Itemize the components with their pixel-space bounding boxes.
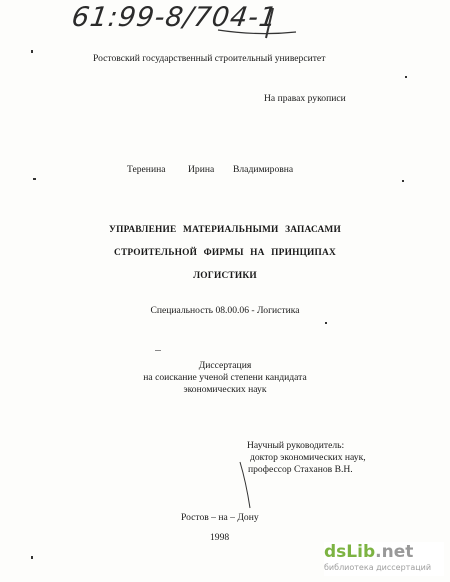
city: Ростов – на – Дону <box>181 512 259 523</box>
logo-lib: Lib <box>346 542 376 562</box>
title-line-1: УПРАВЛЕНИЕ МАТЕРИАЛЬНЫМИ ЗАПАСАМИ <box>109 225 341 235</box>
watermark-caption: библиотека диссертаций <box>324 563 432 572</box>
year: 1998 <box>210 532 230 543</box>
scan-mark <box>405 76 407 78</box>
author-patronymic: Владимировна <box>233 164 294 175</box>
rights-note: На правах рукописи <box>264 93 346 104</box>
title-line-2: СТРОИТЕЛЬНОЙ ФИРМЫ НА ПРИНЦИПАХ <box>114 248 336 258</box>
scan-mark <box>31 50 33 53</box>
stamp-text: 61:99-8/704-1 <box>69 2 280 33</box>
logo-ds: ds <box>324 542 347 562</box>
field-line: экономических наук <box>183 384 267 395</box>
author-name: Ирина <box>188 164 215 175</box>
university-name: Ростовский государственный строительный университет <box>93 53 326 64</box>
scan-mark <box>402 180 404 182</box>
supervisor-label: Научный руководитель: <box>247 440 345 451</box>
specialty: Специальность 08.00.06 - Логистика <box>150 305 300 316</box>
supervisor-name: профессор Стаханов В.Н. <box>248 464 353 475</box>
dslib-logo <box>324 542 413 562</box>
dslib-watermark <box>324 542 444 576</box>
supervisor-degree: доктор экономических наук, <box>250 452 366 463</box>
author-surname: Теренина <box>127 164 166 175</box>
scan-mark <box>155 350 161 351</box>
scan-mark <box>31 556 33 559</box>
signature-stroke-icon <box>236 460 256 512</box>
scan-mark <box>33 178 36 180</box>
scan-mark <box>325 322 327 324</box>
dissertation-label: Диссертация <box>198 360 252 371</box>
logo-tld: .net <box>375 542 414 562</box>
degree-line: на соискание ученой степени кандидата <box>143 372 307 383</box>
title-line-3: ЛОГИСТИКИ <box>193 271 257 281</box>
